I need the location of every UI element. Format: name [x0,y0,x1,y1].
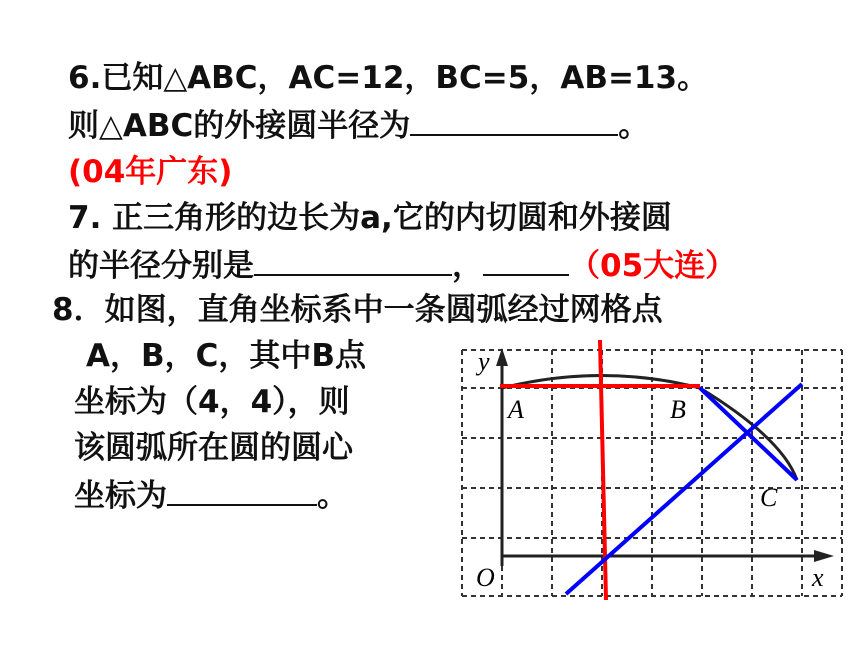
coordinate-figure [452,338,852,608]
q8-line5 [74,474,348,516]
q7-question-text: 的半径分别是 [68,248,254,284]
q7-line1 [68,198,672,238]
q7-answer-blank-1[interactable] [254,244,452,276]
q6-source: (04年广东) [68,154,233,190]
q6-answer-blank[interactable] [410,104,618,136]
q7-answer-blank-2[interactable] [483,244,569,276]
point-c-label: C [760,483,778,512]
q8-question-text: 坐标为 [74,478,167,514]
q7-separator: ， [452,248,483,284]
origin-label: O [476,563,495,592]
q8-line1: 8．如图，直角坐标系中一条圆弧经过网格点 [52,292,663,328]
x-axis-arrow [814,550,834,562]
y-axis-arrow [496,348,508,366]
q7-statement: 7. 正三角形的边长为a,它的内切圆和外接圆 [68,200,672,236]
q6-line2 [68,104,649,146]
x-axis-label: x [812,563,824,592]
q8-line3: 坐标为（4，4），则 [74,384,350,420]
q7-source: （05大连） [569,248,737,284]
q8-line2: A，B，C，其中B点 [86,338,366,374]
q6-question-text: 则△ABC的外接圆半径为 [68,108,411,144]
q6-statement: 6.已知△ABC，AC=12，BC=5，AB=13。 [68,60,709,96]
q6-period: 。 [618,108,650,144]
point-b-label: B [670,395,686,424]
q8-answer-blank[interactable] [167,474,317,506]
q8-line4: 该圆弧所在圆的圆心 [74,430,353,466]
q8-period: 。 [317,478,348,514]
y-axis-label: y [478,347,490,376]
q6-line1 [68,58,708,98]
point-a-label: A [508,395,524,424]
q7-line2 [68,244,736,286]
